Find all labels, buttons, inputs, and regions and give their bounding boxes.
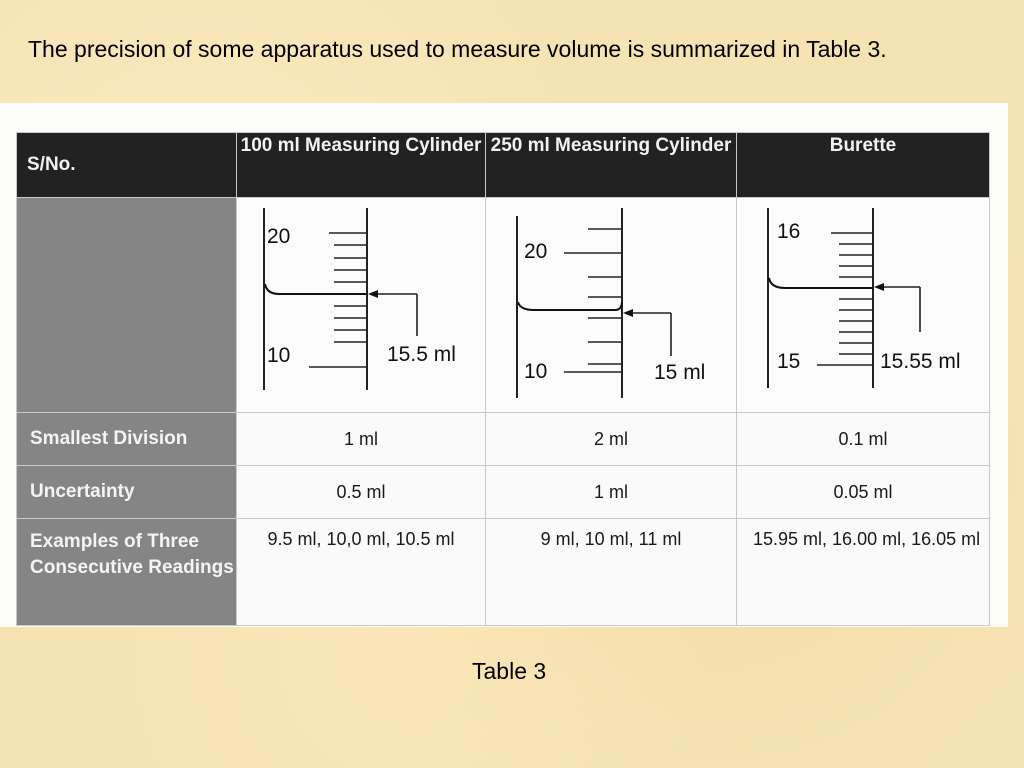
cell-value: 0.05 ml [737, 466, 990, 519]
scale-ticks [564, 229, 622, 372]
cell-value: 1 ml [237, 413, 486, 466]
header-sno: S/No. [17, 133, 237, 198]
scale-upper-label: 20 [267, 225, 291, 248]
header-100ml-cylinder: 100 ml Measuring Cylinder [237, 133, 486, 198]
cell-value: 0.5 ml [237, 466, 486, 519]
table-row [17, 413, 990, 466]
reading-label: 15.55 ml [880, 350, 961, 373]
table-row [17, 466, 990, 519]
table-row [17, 519, 990, 626]
cell-value: 0.1 ml [737, 413, 990, 466]
scale-lower-label: 10 [524, 360, 548, 383]
header-250ml-cylinder: 250 ml Measuring Cylinder [486, 133, 737, 198]
scale-upper-label: 20 [524, 240, 548, 263]
figure-burette [737, 198, 990, 413]
figure-row [17, 198, 990, 413]
cell-value: 15.95 ml, 16.00 ml, 16.05 ml [737, 519, 990, 626]
table-header-row [17, 133, 990, 198]
scale-lower-label: 10 [267, 344, 291, 367]
scale-ticks [817, 233, 873, 365]
row-label: Examples of Three Consecutive Readings [17, 519, 237, 626]
figure-100ml-cylinder [237, 198, 486, 413]
scale-upper-label: 16 [777, 220, 801, 243]
cell-value: 9.5 ml, 10,0 ml, 10.5 ml [237, 519, 486, 626]
table-caption: Table 3 [472, 658, 547, 684]
reading-label: 15.5 ml [387, 343, 456, 366]
cell-value: 2 ml [486, 413, 737, 466]
precision-table [16, 132, 990, 626]
cell-value: 1 ml [486, 466, 737, 519]
scale-lower-label: 15 [777, 350, 801, 373]
header-burette: Burette [737, 133, 990, 198]
table-sheet [0, 103, 1008, 627]
reading-label: 15 ml [654, 361, 706, 384]
intro-text: The precision of some apparatus used to measure volume is summarized in Table 3. [28, 36, 887, 62]
scale-ticks [309, 233, 367, 367]
row-label: Uncertainty [17, 466, 237, 519]
figure-250ml-cylinder [486, 198, 737, 413]
cell-value: 9 ml, 10 ml, 11 ml [486, 519, 737, 626]
figure-row-label [17, 198, 237, 413]
row-label: Smallest Division [17, 413, 237, 466]
